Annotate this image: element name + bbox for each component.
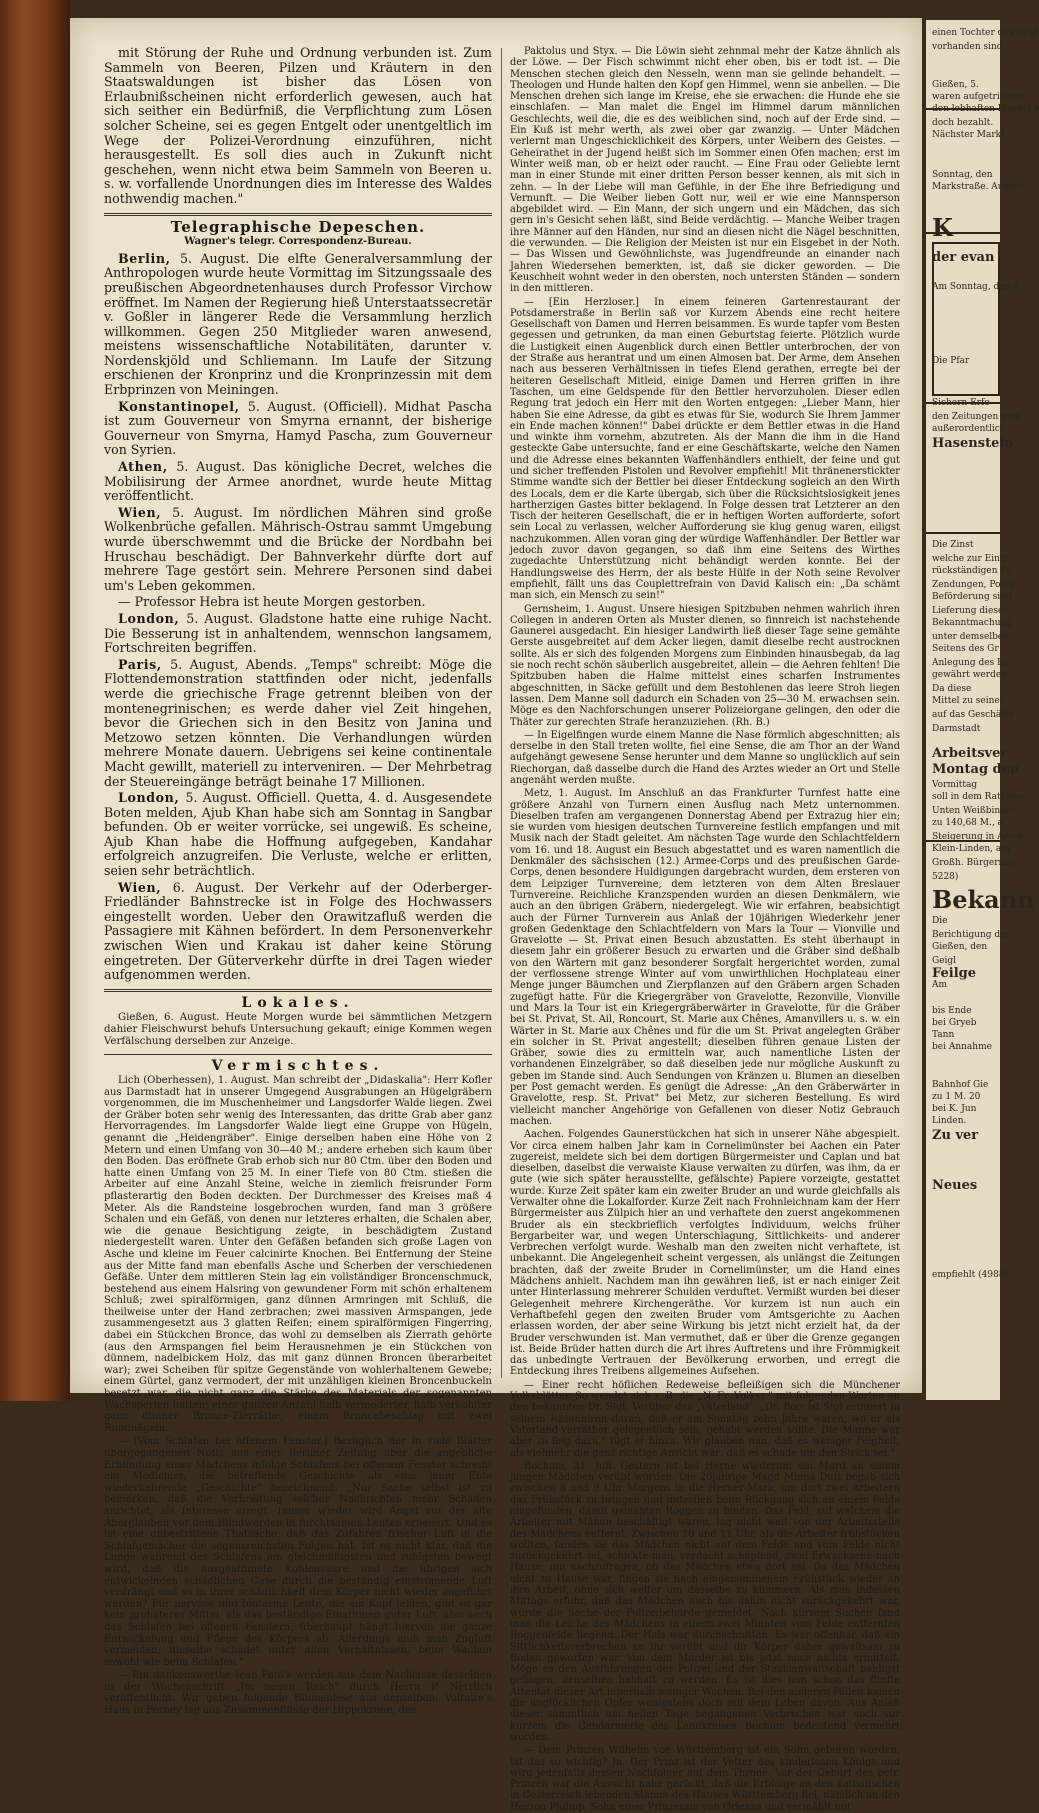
adjacent-text-fragment: bei Gryeb (932, 1018, 977, 1028)
adjacent-text-fragment: außerordentlich (932, 424, 1006, 434)
telegram-text: 5. August. Das königliche Decret, welches die Mobilisirung der Armee anordnet, wurde heute Mittag veröffentlicht. (104, 459, 492, 504)
adjacent-text-fragment: Zendungen, Posta (932, 580, 1015, 590)
telegram-city: Konstantinopel, (118, 398, 248, 414)
telegram-text: 5. August. (Officiell). Midhat Pascha ist zum Gouverneur von Smyrna ernannt, der bisherige Gouverneur von Smyrna, Hamyd Pascha, zum Gouverneur von Syrien. (104, 398, 492, 458)
telegraph-heading: Telegraphische Depeschen. (170, 217, 426, 236)
adjacent-text-fragment: auf das Geschäfts (932, 710, 1013, 720)
adjacent-text-fragment: Berichtigung des (932, 930, 1011, 940)
vermischtes-list (104, 1075, 492, 1717)
adjacent-text-fragment: den lebhaften Handel h (932, 104, 1039, 114)
adjacent-text-fragment: gewährt werden. (932, 670, 1010, 680)
adjacent-text-fragment: Feilge (932, 966, 977, 981)
right-column (510, 46, 900, 1813)
adjacent-text-fragment: Am (932, 980, 948, 990)
adjacent-text-fragment: zu 1 M. 20 (932, 1092, 981, 1102)
article-paragraph: — In Eigelfingen wurde einem Manne die Nase förmlich abgeschnitten; als derselbe in den Stall treten wollte, fiel eine Sense, die am Thor an der Wand aufgehängt gewesene Sense herunter und dem Manne so unglücklich auf sein Riechorgan, daß dasselbe durch die Hand des Arztes wieder an Ort und Stelle angenäht werden mußte. (510, 729, 900, 786)
telegram-item (104, 460, 492, 504)
rule (926, 532, 1000, 534)
article-paragraph: — Dem Prinzen Wilhelm von Württemberg ist ein Sohn geboren worden. Ist das so wichtig? Ja. Der Prinz ist der Vetter des kinderlosen Königs und wird jedenfalls dessen Nachfolger auf dem Throne. Vor der Geburt des betr. Prinzen war die Aussicht nahe gerückt, daß die Erbfolge an den katholischen in Oesterreich lebenden Stamm des Hauses Württemberg fiel, nämlich an den Herzog Philipp, Sohn einer Prinzessin von Orleans und vermählt mit (510, 1745, 900, 1813)
article-paragraph: Bochum, 31. Juli. Gestern ist bei Herne wiederum ein Mord an einem jungen Mädchen verübt worden. Die 20jährige Magd Minna Dutt begab sich zwischen 8 und 9 Uhr Morgens in die Herner-Mark, um dort zwei Arbeitern das Frühstück zu bringen und unterließ beim Rückgang sich an einem Felde eingefunden, damit gemähten Roggen zu binden. Das Feld, auf welchem die Arbeiter mit Mähen beschäftigt waren, lag nicht weit von der Arbeitsstelle des Mädchens entfernt. Zwischen 10 und 11 Uhr, als die Arbeiter frühstücken wollten, fanden sie das Mädchen nicht auf dem Felde und vom Felde nicht zurückgekehrt sei, schickte man, verdacht schöpfend, zwei Erwachsene nach Hause, um nachzufragen, ob das Mädchen etwa dort sei. Da das Mädchen nicht zu Hause war, fingen sie nach eingenommenem Frühstück wieder an ihre Arbeit, ohne sich weiter um dasselbe zu kümmern. Als man indessen Mittags erfuhr, daß das Mädchen auch bis dahin nicht zurückgekehrt war, wurde die Sache der Polizeibehörde gemeldet. Nach kurzem Suchen fand man die Leiche des Mädchens in einem zwei Minuten vom Felde entfernten Roggenfelde liegend. Der Hals war durchschnitten. Es war offenbar, daß ein Sittlichkeitsverbrechen an ihr verübt und ihr Körper daher gewaltsam zu Boden geworfen war. Von dem Mörder ist bis jetzt noch nichts ermittelt. Möge es den Ausführungen der Polizei und der Staatsanwaltschaft baldigst gelingen, denselben habhaft zu werden. Es ist dies nun schon das fünfte Attentat dieser Art innerhalb weniger Wochen. Bei den anderen Fällen kamen die unglücklichen Opfer wenigstens doch mit dem Leben davon. Aus Anlaß dieser sämmtlich am hellen Tage begangenen Verbrechen war noch vor kurzem die Gendarmerie des Landkreises Bochum bedeutend vermehrt worden. (510, 1460, 900, 1743)
telegram-text: 5. August. Die elfte Generalversammlung der Anthropologen wurde heute Vormittag im Sitzungssaale des preußischen Abgeordnetenhauses durch Professor Virchow eröffnet. Im Namen der Regierung hieß Unterstaatssecretär v. Goßler in längerer Rede die Versammlung herzlich willkommen. Gegen 250 Mitglieder waren anwesend, meistens wissenschaftliche Notabilitäten, darunter v. Nordenskjöld und Schliemann. Im Laufe der Sitzung erschienen der Kronprinz und die Kronprinzessin mit dem Erbprinzen von Meiningen. (104, 250, 493, 398)
telegram-text: 5. August. Officiell. Quetta, 4. d. Ausgesendete Boten melden, Ajub Khan habe sich am Sonntag in Sangbar befunden. Ob er weiter vorrücke, sei ungewiß. Es scheine, Ajub Khan habe die Hoffnung aufgegeben, Kandahar erfolgreich anzugreifen. Die Verluste, welche er erlitten, seien sehr beträchtlich. (104, 790, 492, 879)
telegram-item (104, 612, 492, 656)
telegram-item (104, 791, 492, 879)
section-rule (104, 989, 492, 992)
adjacent-text-fragment: Beförderung sind (932, 592, 1012, 602)
adjacent-text-fragment: unter demselben (932, 632, 1010, 642)
adjacent-text-fragment: Sonntag, den (932, 170, 993, 180)
telegram-item (104, 658, 492, 789)
adjacent-page-fragment (926, 20, 1039, 1400)
telegram-city: Paris, (118, 656, 171, 672)
telegram-list (104, 252, 492, 983)
telegram-text: 6. August. Der Verkehr auf der Oderberger-Friedländer Bahnstrecke ist in Folge des Hochwassers eingestellt worden. Ueber den Orawitzafluß werden die Passagiere mit Kähnen befördert. In dem Personenverkehr zwischen Wien und Krakau ist daher keine Störung eingetreten. Der Güterverkehr dürfte in drei Tagen wieder aufgenommen werden. (104, 879, 492, 983)
telegram-city: Wien, (118, 504, 173, 520)
adjacent-text-fragment: Bahnhof Gie (932, 1080, 989, 1090)
article-paragraph: — [Ein Herzloser.] In einem feineren Gartenrestaurant der Potsdamerstraße in Berlin saß vor Kurzem Abends eine recht heitere Gesellschaft von Damen und Herren beisammen. Es wurde tapfer vom Besten gegessen und getrunken, da man einen Geburtstag feierte. Plötzlich wurde die Lustigkeit einen Augenblick durch einen Bettler unterbrochen, der von der Straße aus herantrat und um einen Almosen bat. Der Arme, dem Ansehen nach aus besseren Verhältnissen in tiefes Elend gerathen, erregte bei der heiteren Gesellschaft Mitleid, einige Damen und Herren griffen in ihre Taschen, um eine Geldspende für den Bettler hervorzuholen. Dieser edlen Regung trat jedoch ein Herr mit den Worten entgegen: „Lieber Mann, hier haben Sie eine Adresse, da gibt es etwas für Sie, wodurch Sie Ihrem Jammer ein Ende machen können!" Dabei drückte er dem Bettler etwas in die Hand und winkte ihm vornehm, abzutreten. Als der Mann die ihm in die Hand gesteckte Gabe untersuchte, fand er eine Geschäftskarte, welche den Namen und die Adresse eines bekannten Waffenhändlers enthielt, der feine und gut und sicher treffenden Pistolen und Revolver empfiehlt! Mit thränenerstickter Stimme wandte sich der Bettler bei dieser Entdeckung sogleich an den Wirth des Locals, dem er die Karte übergab, sich über die Rücksichtslosigkeit jenes hartherzigen Gastes bitter beklagend. In Folge dessen trat Letzterer an den Tisch der heiteren Gesellschaft, die er in heftigen Worten aufforderte, sofort sein Local zu verlassen, welcher Aufforderung sie klug genug waren, eiligst nachzukommen. Allen voran ging der würdige Waffenhändler. Der Bettler war jedoch zuvor davon gegangen, so daß ihm eine Seitens des Wirthes zugedachte Unterstützung nicht behändigt werden konnte. Bei der Handlungsweise des Herrn, der als beste Hülfe in der Noth seine Revolver empfiehlt, fällt uns das Couplettrefrain von David Kalisch ein: „Da schämt man sich, ein Mensch zu sein!" (510, 296, 900, 602)
telegram-item (104, 506, 492, 594)
telegram-item (104, 252, 492, 398)
adjacent-text-fragment: Da diese (932, 684, 972, 694)
telegram-city: London, (118, 790, 186, 806)
adjacent-text-fragment: bis Ende (932, 1006, 972, 1016)
section-rule (104, 213, 492, 216)
adjacent-text-fragment: Sichern Erfo (932, 398, 990, 408)
adjacent-text-fragment: Mittel zu seiner (932, 696, 1005, 706)
adjacent-text-fragment: Anlegung des Bu (932, 658, 1010, 668)
adjacent-text-fragment: Markstraße. August (932, 182, 1024, 192)
adjacent-text-fragment: Vormittag (932, 780, 978, 790)
article-paragraph: Metz, 1. August. Im Anschluß an das Frankfurter Turnfest hatte eine größere Anzahl von Turnern einen Ausflug nach Metz unternommen. Dieselben trafen am vergangenen Donnerstag Abend per Extrazug hier ein; sie wurden vom hiesigen deutschen Turnvereine festlich empfangen und mit Musik nach der Stadt geleitet. Am nächsten Tage wurde den Schlachtfeldern vom 16. und 18. August ein Besuch abgestattet und es waren namentlich die Denkmäler des sächsischen (12.) Armee-Corps und des preußischen Garde-Corps, denen besondere Huldigungen dargebracht wurden, dem ersteren von dem Leipziger Turnvereine, dem letzteren von dem Alten Breslauer Turnvereine. Reichliche Kranzspenden wurden an diesen Denkmälern, wie auch an den übrigen Gräbern, niedergelegt. Wie wir erfahren, beabsichtigt auch der Fürner Turnverein aus Anlaß der 10jährigen Wiederkehr jener großen Gedenktage den Schlachtfeldern von Mars la Tour — Vionville und Gravelotte — St. Privat einen Besuch abzustatten. Es steht überhaupt in diesem Jahr ein größerer Besuch zu erwarten und die Gräber sind deßhalb von den Wärtern mit ganz besonderer Sorgfalt hergerichtet worden, zumal der verflossene strenge Winter auf vom unwirthlichen Hochplateau einer Menge junger Bäumchen und Zierpflanzen auf den Gräbern argen Schaden zugefügt hatte. Für die Kriegergräber von Gravelotte, Rezonville, Vionville und Mars la Tour ist ein Kriegergräberwärter in Gravelotte, für die Gräber bei St. Privat, St. Ail, Roncourt, St. Marie aux Chênes, Amanvillers u. s. w. ein Wärter in St. Marie aux Chênes und für die um St. Privat angelegten Gräber ein solcher in St. Privat angestellt; dieselben führen genaue Listen der Gräber, sowie dies zu ermitteln war, auch namentliche Listen der vorhandenen Einzelgräber, so daß dieselben jede nur mögliche Auskunft zu geben im Stande sind. Auch Sendungen von Kränzen u. Blumen an dieselben per Post gemacht werden. Es genügt die Adresse: „An den Gräberwärter in Gravelotte, resp. St. Privat" bei Metz, zur sicheren Bestellung. Es wird vielleicht mancher Angehörige von Gefallenen von dieser Notiz Gebrauch machen. (510, 788, 900, 1127)
adjacent-text-fragment: der evan (932, 250, 995, 265)
telegram-item (104, 881, 492, 983)
adjacent-text-fragment: bei Annahme (932, 1042, 992, 1052)
adjacent-text-fragment: 5228) (932, 872, 959, 882)
adjacent-text-fragment: Großh. Bürgermei (932, 858, 1016, 868)
adjacent-text-fragment: den Zeitungen gew (932, 412, 1020, 422)
adjacent-text-fragment: Am Sonntag, den 8 (932, 282, 1020, 292)
adjacent-text-fragment: Gießen, den (932, 942, 988, 952)
adjacent-text-fragment: Hasenstein (932, 436, 1014, 451)
adjacent-text-fragment: Unten Weißbinder (932, 806, 1016, 816)
telegram-item (104, 595, 492, 610)
vermischtes-heading: Vermischtes. (211, 1057, 385, 1074)
adjacent-text-fragment: Steigerung in Accor (932, 832, 1024, 842)
adjacent-text-fragment: Die (932, 916, 948, 926)
telegram-city: Berlin, (118, 250, 180, 266)
adjacent-text-fragment: Lieferung dieser (932, 606, 1008, 616)
left-column (104, 45, 493, 1717)
lokales-paragraph: Gießen, 6. August. Heute Morgen wurde bei sämmtlichen Metzgern dahier Fleischwurst behufs Untersuchung gekauft; einige Kommen wegen Verfälschung derselben zur Anzeige. (104, 1011, 492, 1047)
telegram-text: 5. August, Abends. „Temps" schreibt: Möge die Flottendemonstration stattfinden oder nicht, jedenfalls werde die griechische Frage getrennt bleiben von der montenegrinischen; es werde daher viel Zeit hingehen, bevor die Griechen sich in den Besitz von Janina und Metzowo setzen könnten. Die Verhandlungen würden mehrere Monate dauern. Uebrigens sei keine continentale Macht gewillt, materiell zu interveniren. — Der Mehrbetrag der Steuereingänge beträgt beinahe 17 Millionen. (104, 656, 492, 789)
adjacent-text-fragment: zu 140,68 M., a (932, 818, 1003, 828)
adjacent-text-fragment: Nächster Markt (932, 130, 1005, 140)
article-paragraph: Paktolus und Styx. — Die Löwin sieht zehnmal mehr der Katze ähnlich als der Löwe. — Der Fisch schwimmt nicht eher oben, bis er todt ist. — Die Menschen stechen gleich den Nesseln, wenn man sie gelinde behandelt. — Theologen und Hunde halten den Kopf gen Himmel, wenn sie anbellen. — Die Menschen drehen sich lange im Kreise, ehe sie erwachen: die Hunde ehe sie einschlafen. — Man malet die Engel im Himmel darum männlichen Geschlechts, weil die, die es des weiblichen sind, noch auf der Erde sind. — Ein Kuß ist mehr werth, als zwei ober gar zwanzig. — Unter Mädchen verlernt man Ungeschicklichkeit des Körpers, unter Weibern des Geistes. — Geheirathet in der Jugend heißt sich im Sommer einen Ofen machen; erst im Winter weiß man, ob er heizt oder raucht. — Eine Frau oder Geliebte lernt man in einer Stunde mit einer dritten Person besser kennen, als mit sich in zehn. — In der Liebe will man Gefühle, in der Ehe ihre Befriedigung und Vernunft. — Die Weiber lieben Gott nur, weil er wie eine Mannsperson abgebildet wird. — Ein Mann, der sich ungern und ein Mädchen, das sich gern in's Gesicht sehen läßt, sind Beide verdächtig. — Manche Weiber tragen ihre Männer auf den Händen, nur sind an diesen nicht die Nägel beschnitten, die verwunden. — Die Religion der Meisten ist nur ein Eisgebet in der Noth. — Das Wissen und Gewöhnlichste, was Jugendfreunde an einander nach Jahren Wiedersehen bemerkten, ist, daß sie dicker geworden. — Die Keuschheit wohnt weder in den obersten, noch untersten Ständen — sondern in den mittleren. (510, 46, 900, 295)
article-paragraph: Gernsheim, 1. August. Unsere hiesigen Spitzbuben nehmen wahrlich ihren Collegen in anderen Orten als Muster dienen, so finnreich ist nachstehende Gaunerei ausgedacht. Ein hiesiger Landwirth ließ dieser Tage seine gemähte Gerste ausgebreitet auf dem Acker liegen, damit dieselbe recht austrocknen sollte. Als er sich des folgenden Morgens zum Einbinden hinausbegab, da lag sie noch recht schön säuberlich ausgebreitet, allein — die Aehren fehlten! Die Spitzbuben haben die Halme mittelst eines scharfen Instrumentes abgeschnitten, in Säcke gefüllt und dem Bestohlenen das leere Stroh liegen lassen. Dem Manne soll dadurch ein Schaden von 25—30 M. erwachsen sein. Möge es den Nachforschungen unserer Polizeiorgane gelingen, den oder die Thäter zur gerechten Strafe heranzuziehen. (Rh. B.) (510, 603, 900, 728)
telegram-text: — Professor Hebra ist heute Morgen gestorben. (118, 594, 426, 610)
adjacent-text-fragment: Montag den (932, 762, 1020, 777)
adjacent-text-fragment: Klein-Linden, am (932, 844, 1010, 854)
lokales-heading: Lokales. (241, 994, 355, 1011)
telegram-city: Wien, (118, 879, 173, 895)
article-paragraph: Aachen. Folgendes Gaunerstückchen hat sich in unserer Nähe abgespielt. Vor circa einem halben Jahr kam in Cornelimünster bei Aachen ein Pater zugereist, meldete sich bei dem dortigen Bürgermeister und Caplan und bat dieselben, daselbst die verwaiste Klause verwalten zu dürfen, was ihm, da er gute (wie sich später herausstellte, gefälschte) Papiere vorzeigte, gestattet wurde. Kurze Zeit später kam ein zweiter Bruder an und wurde gleichfalls als Verwalter ohne die Lokalforder. Kurze Zeit nach Frohnleichnam kam der Herr Bürgermeister aus Zülpich hier an und verhaftete den zuerst angekommenen Bruder als ein steckbrieflich verfolgtes Individuum, welchs früher Bergarbeiter war, und wegen Unterschlagung, Sittlichkeits- und anderer Verbrechen verfolgt wurde. Weshalb man den zweiten nicht verhaftete, ist unbekannt. Die Angelegenheit scheint vergessen, als unlängst die Zeitungen brachten, daß der zweite Bruder in Cornelimünster, um die Hand eines Mädchens anhielt. Nachdem man ihn gewähren ließ, ist er nach einiger Zeit unter Hinterlassung mehrerer Schulden verduftet. Vermißt wurden bei dieser Gelegenheit mehrere Kirchengeräthe. Vor kurzem ist nun auch ein Verhaftbefehl gegen den zweiten Bruder vom Amtsgerichte zu Aachen erlassen worden, der aber seine Wirkung bis jetzt nicht erzielt hat, da der Bruder verschwunden ist. Man vermuthet, daß er über die Grenze gegangen ist. Beide Brüder hatten durch die Art ihres Auftretens und ihre Frömmigkeit das unbedingte Vertrauen der Bevölkerung erworben, und erregt die Entdeckung ihres Treibens allgemeines Aufsehen. (510, 1129, 900, 1378)
telegram-text: 5. August. Gladstone hatte eine ruhige Nacht. Die Besserung ist in anhaltendem, wennschon langsamem, Fortschreiten begriffen. (104, 610, 493, 656)
adjacent-text-fragment: vorhanden sind. (932, 42, 1006, 52)
section-rule (104, 1054, 492, 1055)
article-paragraph: — Einer recht höflichen Redeweise befleißigen sich die Münchener Volksblätter. So wendet sich z. B. die „N. Fr. Volksz." mit folgenden Worten an den bekannten Dr. Sigl, Verüber des „Vaterland": „Dr. Bor: ist Sigl erinnert in seinem Räsonniren daran, daß er am Sonntag zehn Jahre waren, wo er als Vaterland-verräther gelegentlich sein, gehabt werden sollte. Die Manne war aber zu feig dazu," fügt er hinzu. Wir glauben nun, daß es weniger Feigheit, als vielmehr die ganz richtige Ansicht war: daß es schade um den Strick sei." (510, 1379, 900, 1459)
telegram-text: 5. August. Im nördlichen Mähren sind große Wolkenbrüche gefallen. Mährisch-Ostrau sammt Umgebung wurde überschwemmt und die Brücke der Nordbahn bei Hruschau beschädigt. Der Bahnverkehr dürfte dort auf mehrere Tage gestört sein. Mehrere Personen sind dabei um's Leben gekommen. (104, 504, 492, 593)
adjacent-text-fragment: soll in dem Rathhau (932, 792, 1024, 802)
adjacent-text-fragment: Tann (932, 1030, 955, 1040)
adjacent-text-fragment: Die Pfar (932, 356, 970, 366)
vermischtes-paragraph: — [Vom Schlafen bei offenem Fenster.] Bezüglich der in viele Blätter übergegangenen Notiz aus einer Berliner Zeitung über die angebliche Erblindung eines Mädchens infolge Schlafens bei offenem Fenster schreibt ein Mediciner, die betreffende Geschichte als eine jener Ente wiederkehrende „Geschichte" bezeichnend: „Nur Sache selbst ist zu bemerken, daß die Verbreitung solcher Nachrichten mehr Schaden anrichtet, als Interesse erregt. Immer wieder wird Angst vor der alte Aberglauben vor dem Blindwerden in furchtsamen Leuten erneuert. Und es ist eine unbestrittene Thatsache, daß das Zufahren frischer Luft in die Schlafgemächer die segensreichsten Folgen hat. Ist es nicht klar, daß die Lunge während des Schlafens am gleichmäßigsten und ruhigsten bewegt wird, daß die ausgeathmete Kohlensäure und die übrigen sich entwickelnden schädlichen Gase durch die beständig einströmende Luft verdrängt und so in ihrer schädlichkeit dem Körper nicht wieder zugeführt werden? Für nervöse und blutarme Leute, die am Kopf leiden, gibt es gar kein probateres Mittel, als das beständige Einathmen guter Luft, also auch das Schlafen bei offenen Fenstern; überhaupt hängt hiervon die ganze Entwickelung und Pflege des Körpers ab. Allerdings muß man Zugluft vermeiden; dieselbe schadet unter allen Verhältnissen, beim Wachen sowohl wie beim Schlafen." (104, 1436, 492, 1668)
telegram-city: London, (118, 610, 187, 626)
ad-box (932, 242, 1000, 396)
adjacent-text-fragment: Seitens des Gr (932, 644, 999, 654)
adjacent-text-fragment: bei K. Jun (932, 1104, 977, 1114)
adjacent-text-fragment: empfiehlt (4988) (932, 1270, 1009, 1280)
adjacent-text-fragment: Die Zinst (932, 540, 974, 550)
telegraph-subheading: Wagner's telegr. Correspondenz-Bureau. (184, 235, 412, 247)
adjacent-text-fragment: Bekann (932, 885, 1035, 914)
adjacent-text-fragment: Neues (932, 1178, 978, 1193)
book-binding (0, 0, 70, 1401)
adjacent-text-fragment: Arbeitsver (932, 746, 1008, 761)
adjacent-text-fragment: rückständigen Po (932, 566, 1012, 576)
vermischtes-paragraph: — Ein dankenswerthe Iean Paul's werden aus dem Nachlasse desselben in der Wochenschrift „Im neuen Reich" durch Herrn P. Nerrlich veröffentlicht. Wir geben folgende Blumenlese aus denselben: Voltaire's Haus in Ferney lag aus Zusammenflüsse der Hippokrene, des (104, 1670, 492, 1717)
adjacent-text-fragment: Zu ver (932, 1128, 979, 1143)
adjacent-text-fragment: Linden. (932, 1116, 967, 1126)
telegram-item (104, 400, 492, 458)
adjacent-text-fragment: welche zur Eintr (932, 554, 1008, 564)
newspaper-page (70, 18, 922, 1813)
adjacent-text-fragment: einen Tochter des Gräf (932, 28, 1037, 38)
adjacent-text-fragment: Bekanntmachung (932, 618, 1013, 628)
adjacent-text-fragment: waren aufgetrieben: (932, 92, 1025, 102)
intro-paragraph: mit Störung der Ruhe und Ordnung verbunden ist. Zum Sammeln von Beeren, Pilzen und Kräutern in den Staatswaldungen ist bisher das Lösen von Erlaubnißscheinen nicht erforderlich gewesen, auch hat sich seither ein Bedürfniß, die Verpflichtung zum Lösen solcher Scheine, sei es gegen Entgelt oder unentgeltlich im Wege der Polizei-Verordnung einzuführen, nicht herausgestellt. Es soll dies auch in Zukunft nicht geschehen, wenn nicht etwa beim Sammeln von Beeren u. s. w. vorfallende Unordnungen dies im Interesse des Waldes nothwendig machen." (104, 45, 492, 206)
adjacent-text-fragment: doch bezahlt. (932, 118, 994, 128)
adjacent-text-fragment: Gießen, 5. (932, 80, 979, 90)
adjacent-text-fragment: Geigl (932, 956, 957, 966)
vermischtes-paragraph: Lich (Oberhessen), 1. August. Man schreibt der „Didaskalia": Herr Kofler aus Darmstadt hat in unserer Umgegend Ausgrabungen an Hügelgräbern vorgenommen, die im Muschenheimer und Langsdorfer Walde liegen. Zwei der Gräber boten sehr wenig des Interessanten, das dritte Grab aber ganz Hervorragendes. Im Langsdorfer Walde liegt eine Gruppe von Hügeln, genannt die „Heidengräber". Einige derselben haben eine Höhe von 2 Metern und einen Umfang von 30—40 M.; andere erheben sich kaum über den Boden. Das eröffnete Grab erhob sich nur 80 Ctm. über den Boden und hatte einen Umfang von 25 M. In einer Tiefe von 80 Ctm. stießen die Arbeiter auf eine Anzahl Steine, welche in ziemlich freisrunder Form pflasterartig den Boden deckten. Der Durchmesser des Kreises maß 4 Meter. Als die Randsteine losgebrochen wurden, fand man 3 größere Schalen und ein Gefäß, von denen nur letzteres erhalten, die Schalen aber, wie die genaue Besichtigung zeigte, in beschädigtem Zustand niedergestellt waren. Unter den Gefäßen befanden sich große Lagen von Asche und kleine im Feuer calcinirte Knochen. Bei Entfernung der Steine aus der Mitte fand man ebenfalls Asche und Scherben der verschiedenen Gefäße. Unter dem mittleren Stein lag ein vollständiger Broncenschmuck, bestehend aus einem Halsring von gewundener Form mit schön erhaltenem Schluß; zwei spiralförmigen, ganz dünnen Armringen mit Schluß, die theilweise unter der Hand zerbrachen; zwei massiven Armspangen, jede zusammengesetzt aus 3 glatten Reifen; einem spiralförmigen Fingerring, dabei ein Stückchen Bronce, das wohl zu demselben als Zierrath gehörte (aus den Armspangen fiel beim Herausnehmen je ein Stückchen von dünnem, nadelbickem Holz, das mit ganz dünnen Broncen überarbeitet war); zwei Scheiben für spitze Gegenstände von wohlerhaltenem Gewebe; einem Gürtel, ganz vermodert, der mit unzähligen kleinen Broncenbuckeln besetzt war, die nicht ganz die Stärke des Materials der sogenannten Wachsperlen hatten; einer ganzen Anzahl halb vermoderter, halb verkohlter ganz dünner Bronce-Zierräthe; einem Broncebeschlag mit zwei Rundnägeln. (104, 1075, 492, 1434)
column-divider (501, 48, 502, 1378)
telegram-city: Athen, (118, 459, 177, 475)
adjacent-text-fragment: K (932, 213, 953, 242)
adjacent-text-fragment: Darmstadt (932, 724, 981, 734)
